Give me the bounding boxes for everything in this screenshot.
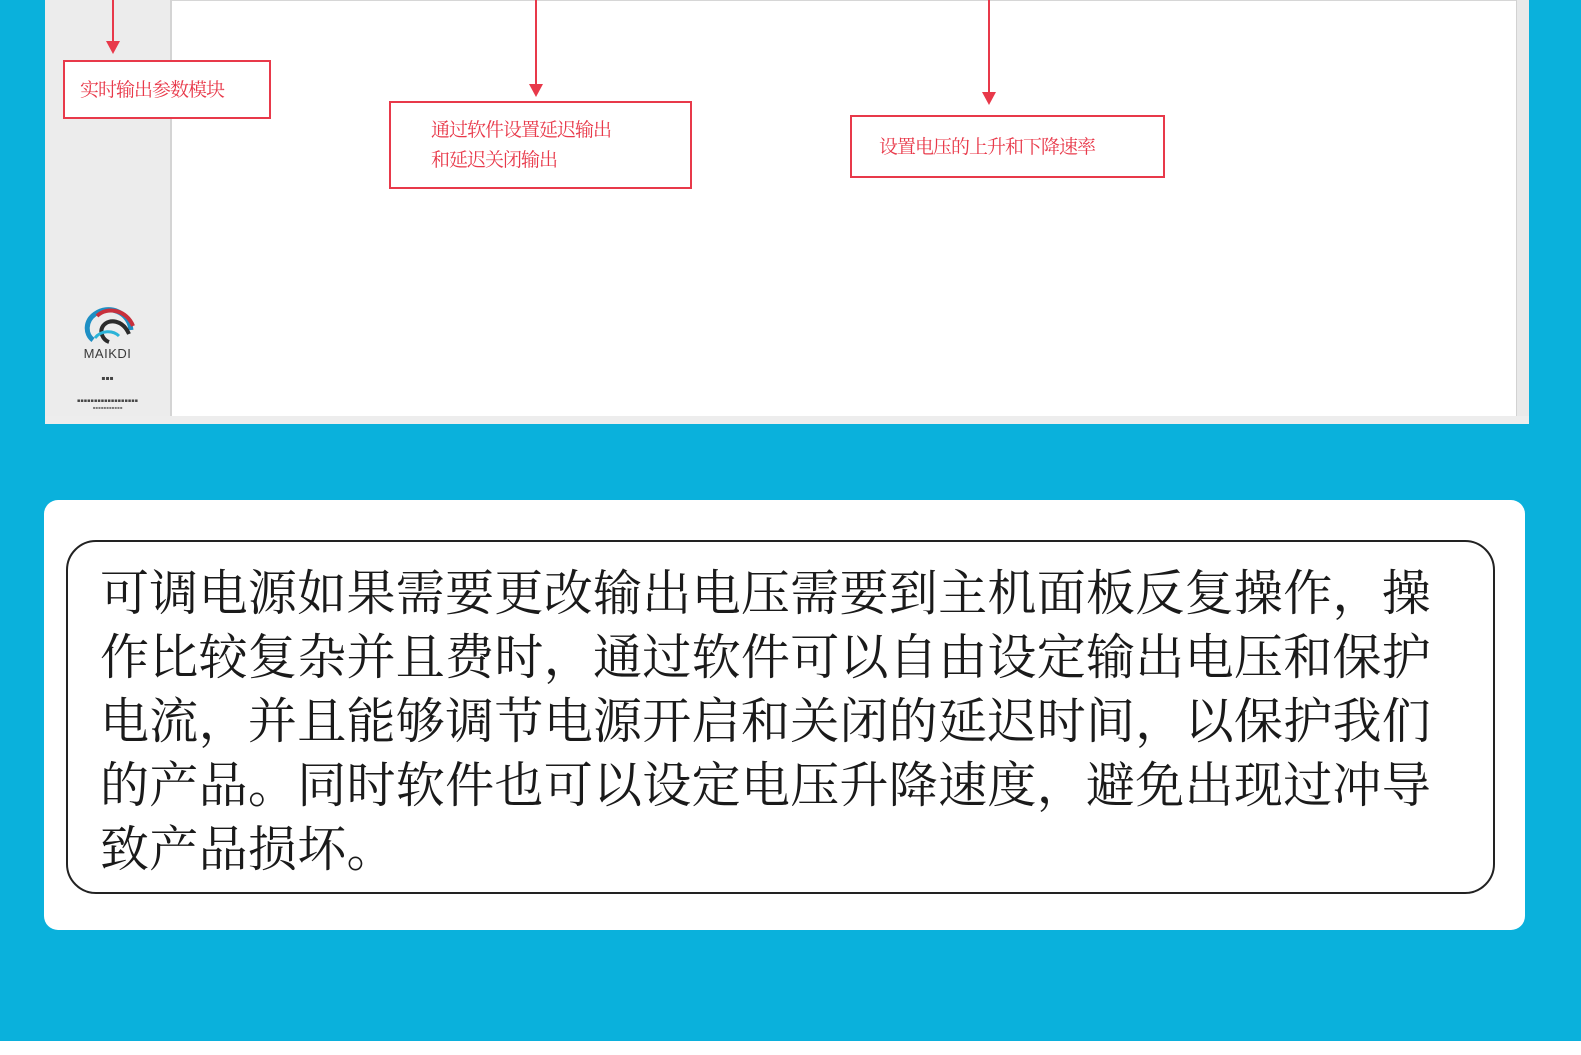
logo-tagline-blur: ▪▪▪ [101, 375, 114, 382]
description-text: 可调电源如果需要更改输出电压需要到主机面板反复操作，操作比较复杂并且费时，通过软件可以自由设定输出电压和保护电流，并且能够调节电源开启和关闭的延迟时间，以保护我们的产品。同时软件也可以设定电压升降速度，避免出现过冲导致产品损坏。 [100, 565, 1432, 878]
annotation-arrow-rate [988, 0, 990, 93]
description-card [44, 500, 1525, 930]
annotation-realtime-output [63, 60, 271, 119]
annotation-realtime-output-text: 实时输出参数模块 [80, 79, 225, 101]
software-screenshot [45, 0, 1529, 424]
annotation-voltage-rate-text: 设置电压的上升和下降速率 [879, 136, 1096, 158]
logo-company-blur: ▪▪▪▪▪▪▪▪▪▪▪▪▪▪▪▪▪▪ [77, 398, 138, 404]
logo-brand-name: MAIKDI [83, 346, 132, 361]
annotation-delay-output [389, 101, 692, 189]
annotation-arrow-realtime [112, 0, 114, 42]
annotation-voltage-rate [850, 115, 1165, 178]
annotation-delay-output-line2: 和延迟关闭输出 [431, 149, 558, 171]
brand-logo [45, 300, 170, 410]
bottom-strip [0, 1041, 1581, 1055]
description-box [66, 540, 1495, 894]
annotation-delay-output-line1: 通过软件设置延迟输出 [431, 119, 612, 141]
maikdi-logo-icon [73, 300, 143, 344]
logo-url-blur: ▪▪▪▪▪▪▪▪▪▪▪ [92, 405, 123, 410]
window-bottom-border [45, 416, 1529, 424]
window-right-border [1516, 0, 1529, 424]
annotation-arrow-delay [535, 0, 537, 85]
